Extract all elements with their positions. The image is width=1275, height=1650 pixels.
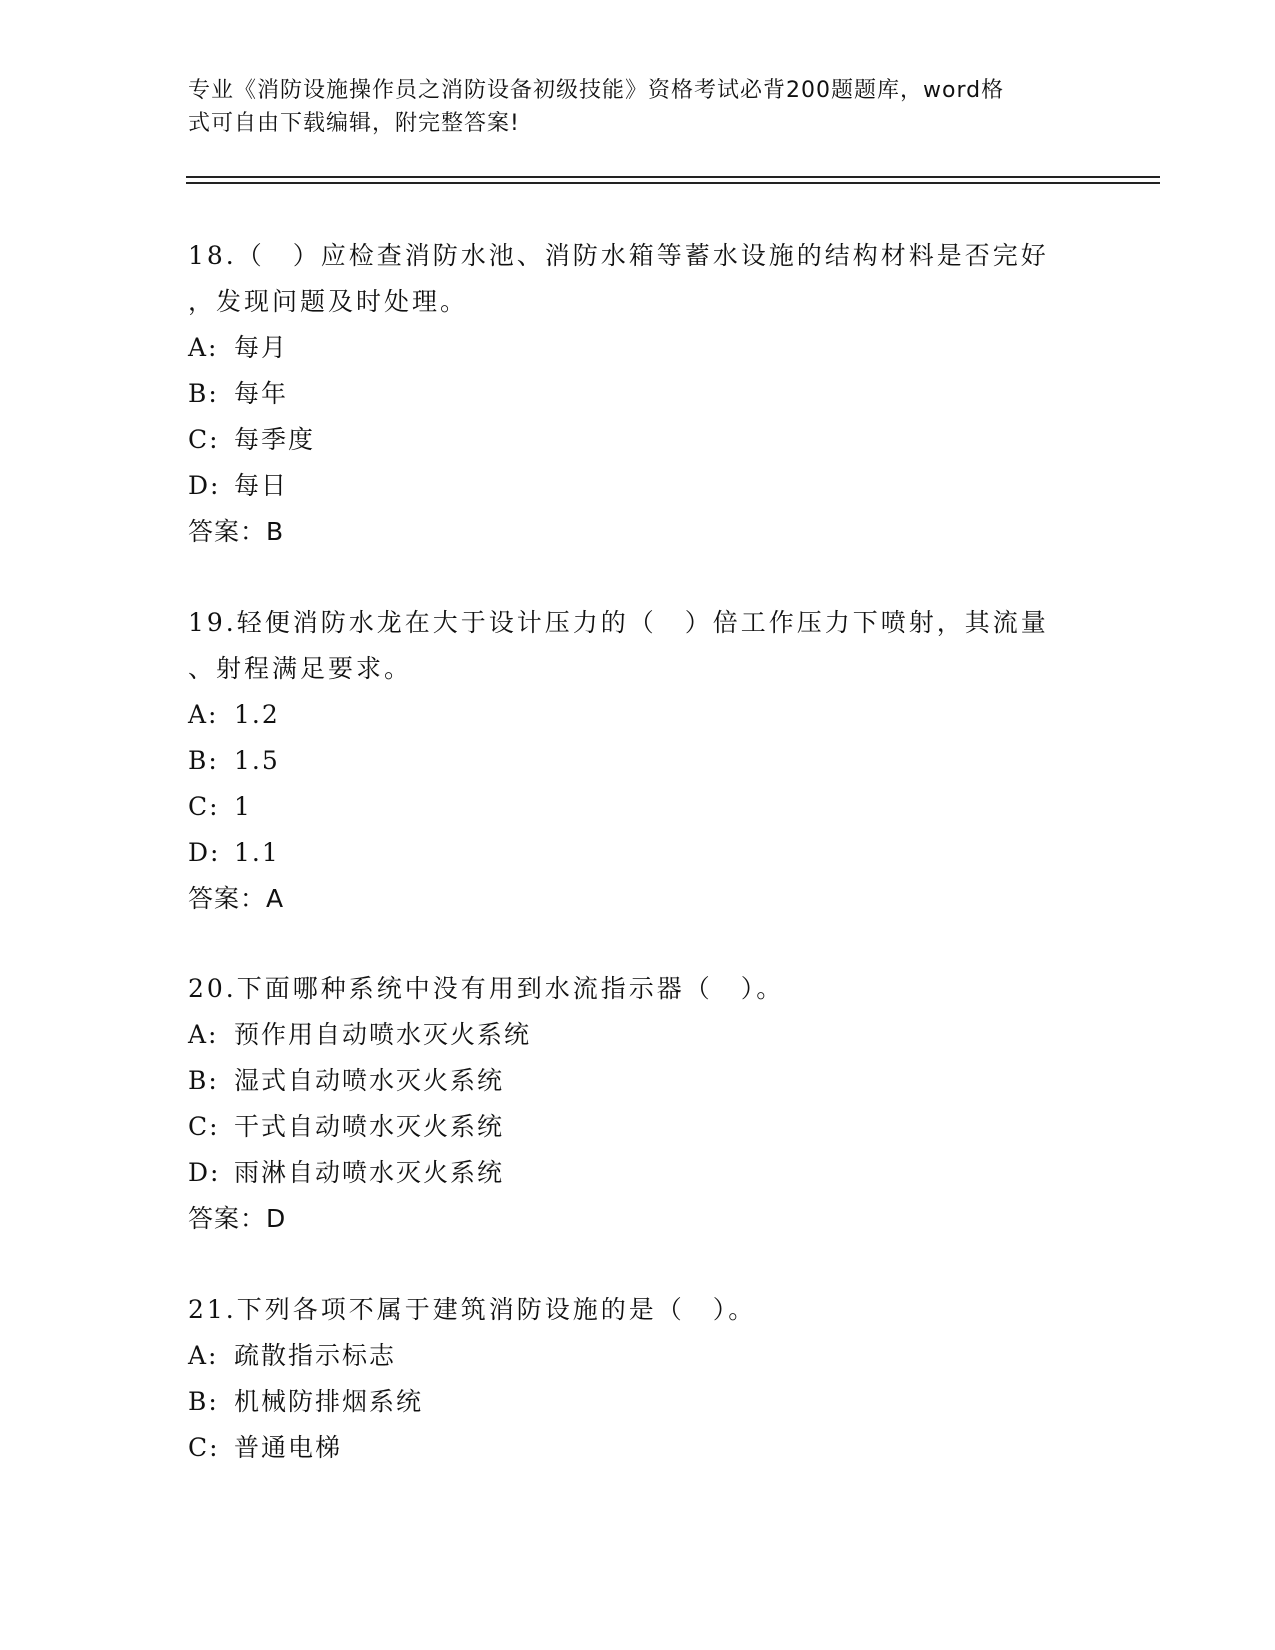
question-21 <box>188 1287 1088 1471</box>
option-label: A: <box>188 333 219 362</box>
option-label: B: <box>188 746 219 775</box>
answer: 答案：B <box>188 517 285 546</box>
option-label: B: <box>188 379 219 408</box>
option-b <box>188 1379 1088 1425</box>
header-divider-top <box>186 176 1160 178</box>
option-text: 1.5 <box>234 746 280 775</box>
option-c <box>188 784 1088 830</box>
option-label: A: <box>188 1020 219 1049</box>
option-text: 1 <box>234 792 252 821</box>
answer: 答案：A <box>188 884 285 913</box>
option-c <box>188 1425 1088 1471</box>
option-label: D: <box>188 471 221 500</box>
option-b <box>188 371 1088 417</box>
option-text: 普通电梯 <box>234 1433 343 1462</box>
option-label: B: <box>188 1387 219 1416</box>
option-text: 每日 <box>234 471 289 500</box>
option-b <box>188 1058 1088 1104</box>
option-text: 每年 <box>234 379 289 408</box>
option-d <box>188 463 1088 509</box>
question-19 <box>188 600 1088 922</box>
option-d <box>188 830 1088 876</box>
option-text: 疏散指示标志 <box>234 1341 397 1370</box>
option-label: D: <box>188 1158 221 1187</box>
option-a <box>188 1012 1088 1058</box>
option-b <box>188 738 1088 784</box>
option-label: D: <box>188 838 221 867</box>
question-text-line: 20.下面哪种系统中没有用到水流指示器（ ）。 <box>188 974 785 1003</box>
question-18 <box>188 233 1088 555</box>
question-text-line: ，发现问题及时处理。 <box>188 287 469 316</box>
question-text-line: 、射程满足要求。 <box>188 654 413 683</box>
option-text: 1.1 <box>234 838 280 867</box>
option-label: B: <box>188 1066 219 1095</box>
header-divider-bottom <box>186 182 1160 184</box>
option-a <box>188 1333 1088 1379</box>
option-text: 雨淋自动喷水灭火系统 <box>234 1158 505 1187</box>
option-d <box>188 1150 1088 1196</box>
option-text: 每季度 <box>234 425 316 454</box>
option-label: C: <box>188 425 220 454</box>
question-text-line: 21.下列各项不属于建筑消防设施的是（ ）。 <box>188 1295 757 1324</box>
option-text: 湿式自动喷水灭火系统 <box>234 1066 505 1095</box>
option-text: 预作用自动喷水灭火系统 <box>234 1020 532 1049</box>
header-line-2: 式可自由下载编辑，附完整答案! <box>188 111 520 136</box>
document-header <box>188 74 1068 140</box>
header-line-1: 专业《消防设施操作员之消防设备初级技能》资格考试必背200题题库，word格 <box>188 78 1005 103</box>
option-text: 机械防排烟系统 <box>234 1387 424 1416</box>
option-label: A: <box>188 700 219 729</box>
option-label: C: <box>188 792 220 821</box>
option-a <box>188 692 1088 738</box>
question-text-line: 19.轻便消防水龙在大于设计压力的（ ）倍工作压力下喷射，其流量 <box>188 608 1049 637</box>
option-label: C: <box>188 1433 220 1462</box>
option-a <box>188 325 1088 371</box>
answer: 答案：D <box>188 1204 287 1233</box>
option-label: C: <box>188 1112 220 1141</box>
option-text: 每月 <box>234 333 289 362</box>
option-label: A: <box>188 1341 219 1370</box>
option-text: 干式自动喷水灭火系统 <box>234 1112 505 1141</box>
question-20 <box>188 966 1088 1242</box>
option-c <box>188 417 1088 463</box>
option-c <box>188 1104 1088 1150</box>
question-text-line: 18.（ ）应检查消防水池、消防水箱等蓄水设施的结构材料是否完好 <box>188 241 1049 270</box>
option-text: 1.2 <box>234 700 280 729</box>
